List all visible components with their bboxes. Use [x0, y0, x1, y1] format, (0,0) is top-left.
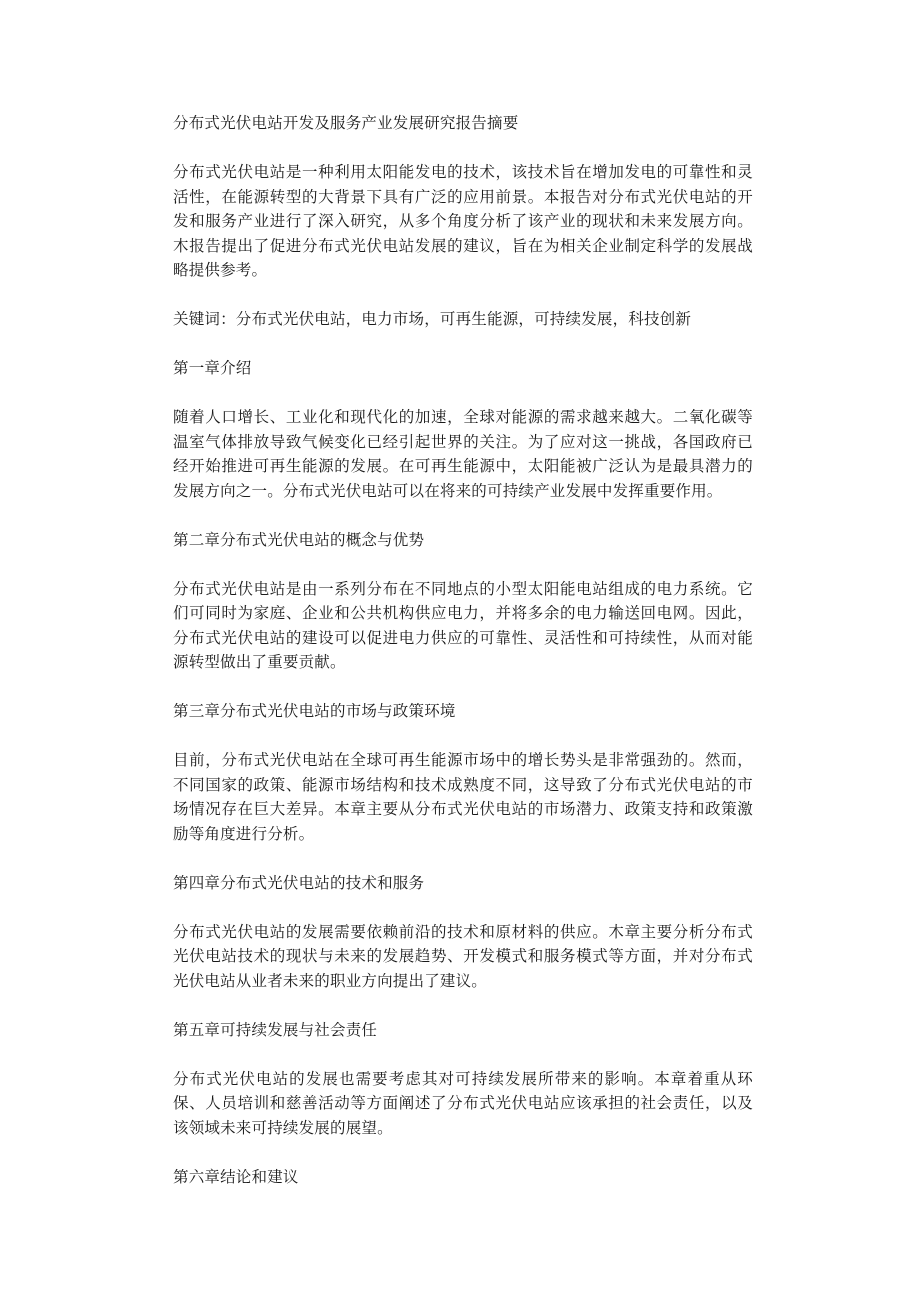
chapter-3-body: 目前，分布式光伏电站在全球可再生能源市场中的增长势头是非常强劲的。然而，不同国家的政策、能源市场结构和技术成熟度不同，这导致了分布式光伏电站的市场情况存在巨大差异。本章主要从分布式光伏电站的市场潜力、政策支持和政策激励等角度进行分析。: [173, 751, 753, 843]
chapter-1-heading: 第一章介绍: [173, 359, 252, 377]
chapter-4-body: 分布式光伏电站的发展需要依赖前沿的技术和原材料的供应。木章主要分析分布式光伏电站技术的现状与未来的发展趋势、开发模式和服务模式等方面，并对分布式光伏电站从业者未来的职业方向提出了建议。: [173, 922, 753, 990]
chapter-5-heading: 第五章可持续发展与社会责任: [173, 1020, 378, 1039]
chapter-6-heading: 第六章结论和建议: [173, 1167, 299, 1186]
chapter-2-heading: 第二章分布式光伏电站的概念与优势: [173, 530, 425, 549]
chapter-1-body: 随着人口增长、工业化和现代化的加速，全球对能源的需求越来越大。二氧化碳等温室气体排放导致气候变化已经引起世界的关注。为了应对这一挑战，各国政府已经开始推进可再生能源的发展。在可再生能源中，太阳能被广泛认为是最具潜力的发展方向之一。分布式光伏电站可以在将来的可持续产业发展中发挥重要作用。: [173, 408, 753, 500]
document-page: [173, 111, 753, 1214]
document-title: 分布式光伏电站开发及服务产业发展研究报告摘要: [173, 114, 519, 132]
chapter-4-heading: 第四章分布式光伏电站的技术和服务: [173, 873, 425, 892]
chapter-2-body: 分布式光伏电站是由一系列分布在不同地点的小型太阳能电站组成的电力系统。它们可同时为家庭、企业和公共机构供应电力，并将多余的电力输送回电网。因此，分布式光伏电站的建设可以促进电力供应的可靠性、灵活性和可持续性，从而对能源转型做出了重要贡献。: [173, 579, 753, 671]
abstract-paragraph: 分布式光伏电站是一种利用太阳能发电的技术，该技术旨在增加发电的可靠性和灵活性，在能源转型的大背景下具有广泛的应用前景。本报告对分布式光伏电站的开发和服务产业进行了深入研究，从多个角度分析了该产业的现状和未来发展方向。木报告提出了促进分布式光伏电站发展的建议，旨在为相关企业制定科学的发展战略提供参考。: [173, 163, 753, 279]
chapter-3-heading: 第三章分布式光伏电站的市场与政策环境: [173, 702, 456, 720]
chapter-5-body: 分布式光伏电站的发展也需要考虑其对可持续发展所带来的影响。本章着重从环保、人员培训和慈善活动等方面阐述了分布式光伏电站应该承担的社会责任，以及该领域未来可持续发展的展望。: [173, 1069, 753, 1137]
keywords-line: 关键词：分布式光伏电站，电力市场，可再生能源，可持续发展，科技创新: [173, 310, 692, 328]
